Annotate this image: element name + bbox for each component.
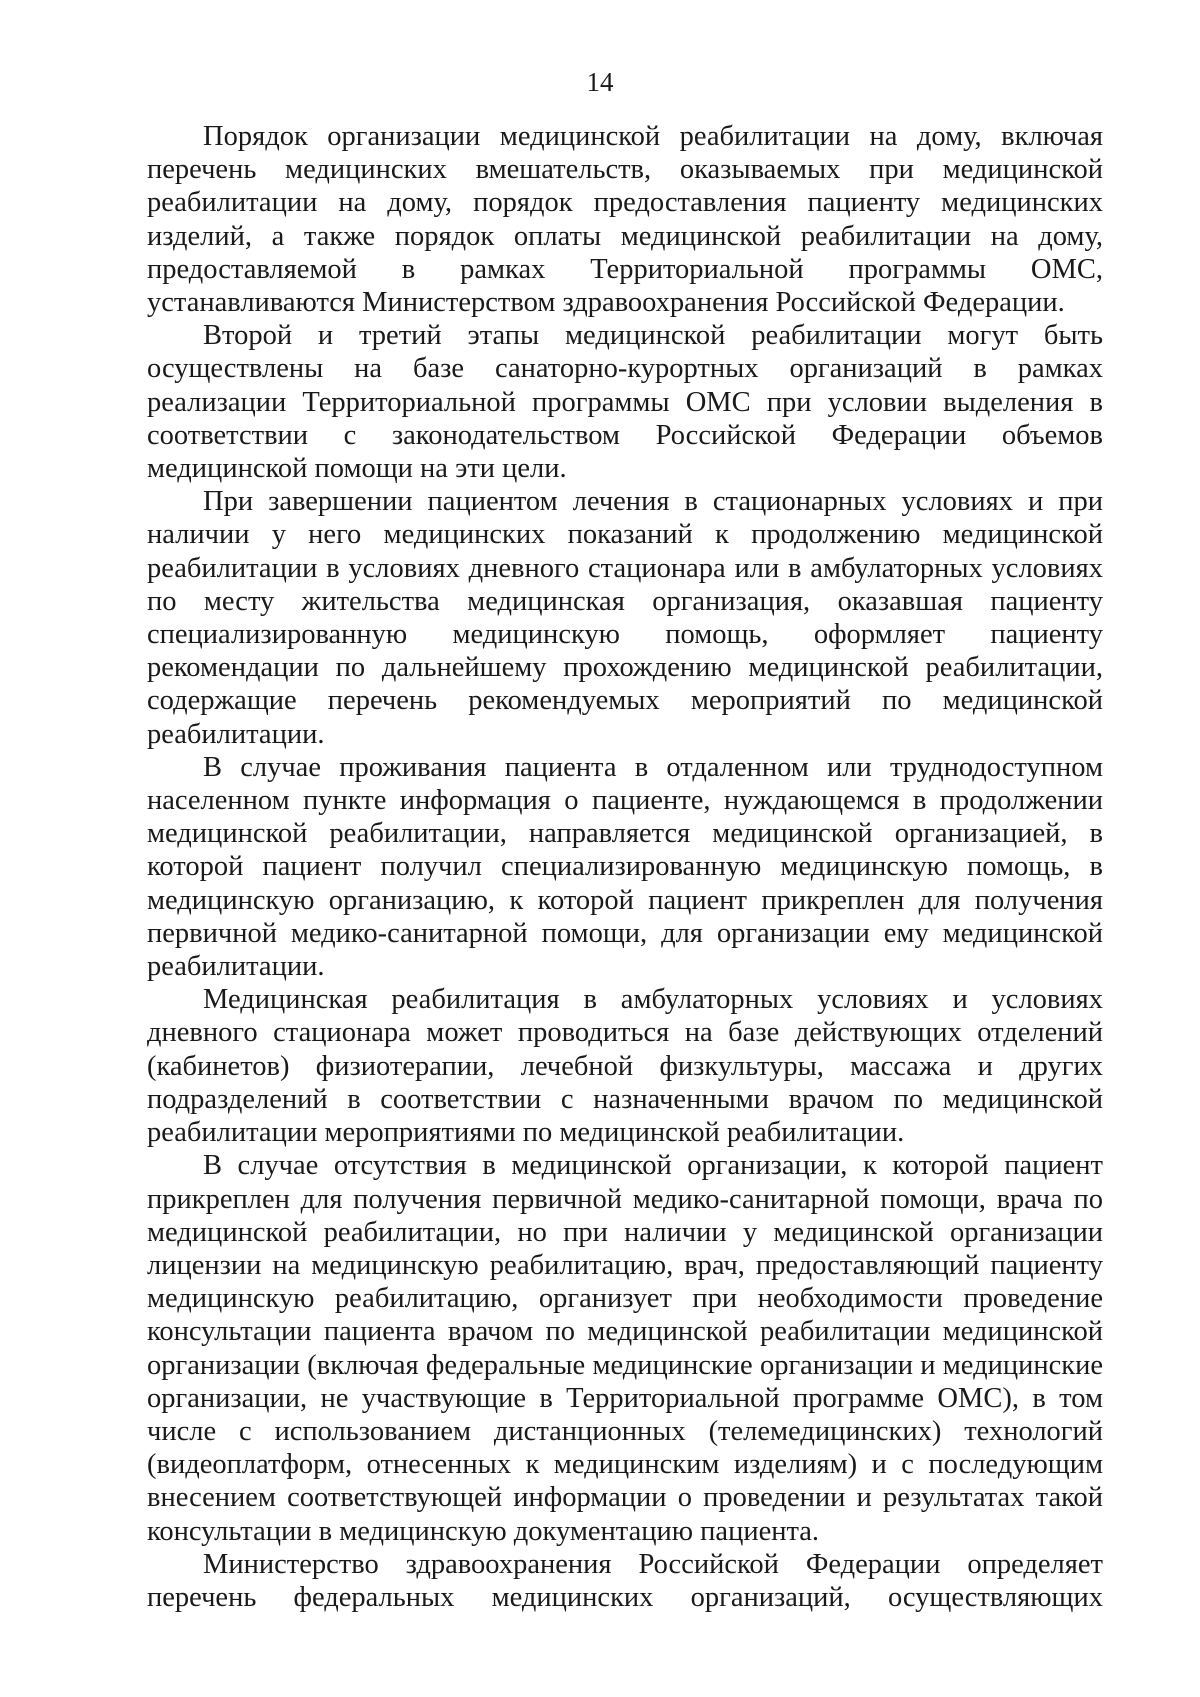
paragraph-2: Второй и третий этапы медицинской реабилитации могут быть осуществлены на базе санаторно-курортных организаций в рамках реализации Территориальной программы ОМС при условии выделения в соответствии с законодательством Российской Федерации объемов медицинской помощи на эти цели.	[147, 320, 1103, 485]
paragraph-6: В случае отсутствия в медицинской организации, к которой пациент прикреплен для получения первичной медико-санитарной помощи, врача по медицинской реабилитации, но при наличии у медицинской организации лицензии на медицинскую реабилитацию, врач, предоставляющий пациенту медицинскую реабилитацию, организует при необходимости проведение консультации пациента врачом по медицинской реабилитации медицинской организации (включая федеральные медицинские организации и медицинские организации, не участвующие в Территориальной программе ОМС), в том числе с использованием дистанционных (телемедицинских) технологий (видеоплатформ, отнесенных к медицинским изделиям) и с последующим внесением соответствующей информации о проведении и результатах такой консультации в медицинскую документацию пациента.	[147, 1150, 1103, 1547]
paragraph-7: Министерство здравоохранения Российской Федерации определяет перечень федеральных медицинских организаций, осуществляющих	[147, 1548, 1103, 1613]
page-number: 14	[586, 67, 614, 97]
paragraph-1: Порядок организации медицинской реабилитации на дому, включая перечень медицинских вмешательств, оказываемых при медицинской реабилитации на дому, порядок предоставления пациенту медицинских изделий, а также порядок оплаты медицинской реабилитации на дому, предоставляемой в рамках Территориальной программы ОМС, устанавливаются Министерством здравоохранения Российской Федерации.	[147, 121, 1103, 319]
paragraph-5: Медицинская реабилитация в амбулаторных условиях и условиях дневного стационара может проводиться на базе действующих отделений (кабинетов) физиотерапии, лечебной физкультуры, массажа и других подразделений в соответствии с назначенными врачом по медицинской реабилитации мероприятиями по медицинской реабилитации.	[147, 984, 1103, 1149]
paragraph-4: В случае проживания пациента в отдаленном или труднодоступном населенном пункте информация о пациенте, нуждающемся в продолжении медицинской реабилитации, направляется медицинской организацией, в которой пациент получил специализированную медицинскую помощь, в медицинскую организацию, к которой пациент прикреплен для получения первичной медико-санитарной помощи, для организации ему медицинской реабилитации.	[147, 751, 1103, 983]
paragraph-3: При завершении пациентом лечения в стационарных условиях и при наличии у него медицинских показаний к продолжению медицинской реабилитации в условиях дневного стационара или в амбулаторных условиях по месту жительства медицинская организация, оказавшая пациенту специализированную медицинскую помощь, оформляет пациенту рекомендации по дальнейшему прохождению медицинской реабилитации, содержащие перечень рекомендуемых мероприятий по медицинской реабилитации.	[147, 486, 1103, 750]
document-body	[147, 120, 1103, 1614]
